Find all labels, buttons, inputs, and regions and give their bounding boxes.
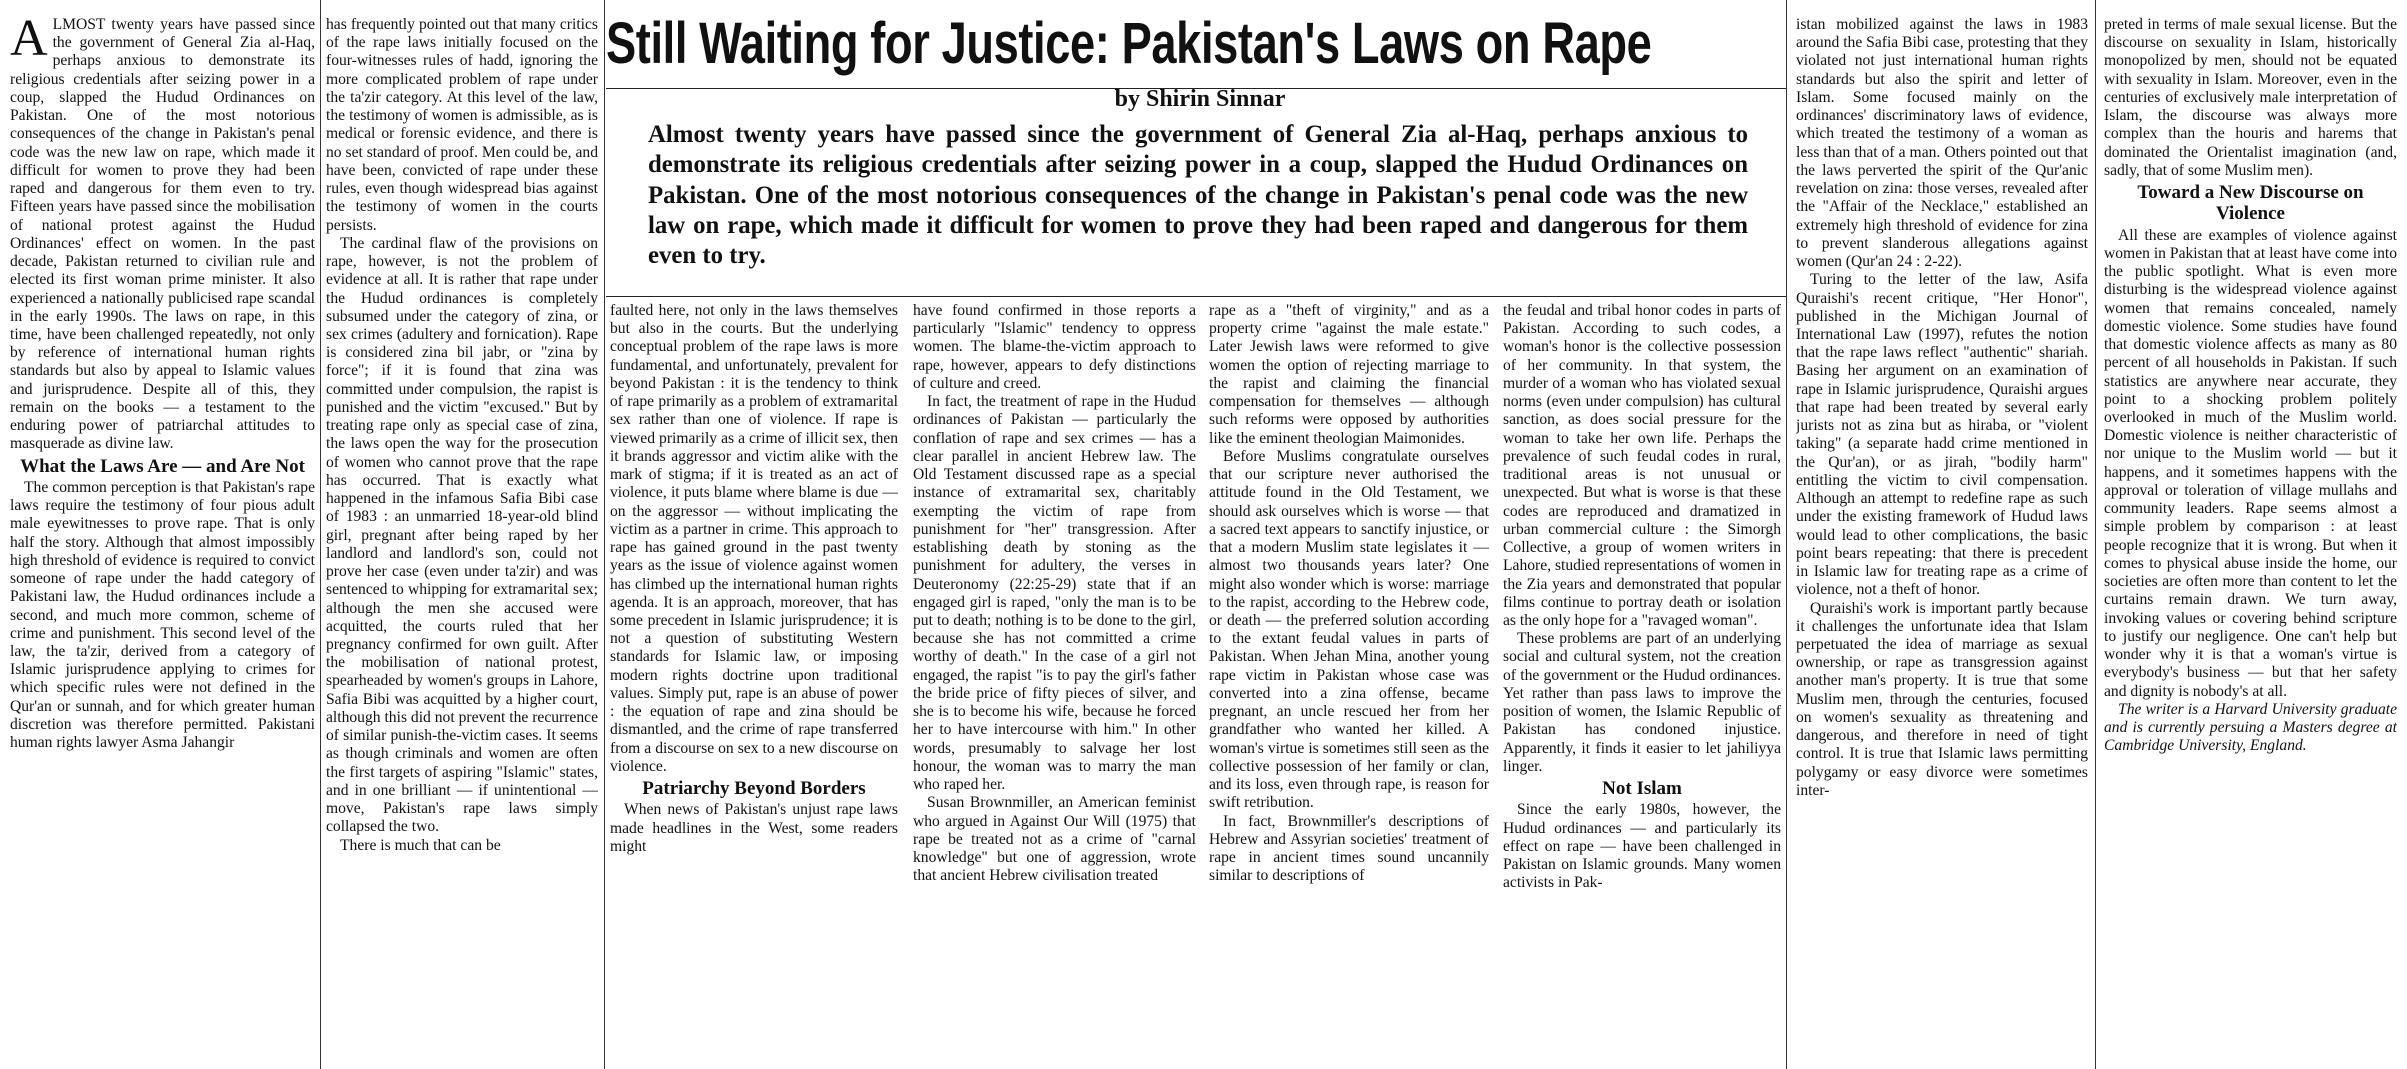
deck-text: Almost twenty years have passed since the government of General Zia al-Haq, perhaps anxious to demonstrate its religious credentials after seizing power in a coup, slapped the Hudud Ordinances on Pakistan. One of the most notorious consequences of the change in Pakistan's penal code was the new law on rape, which made it difficult for women to prove they had been raped and dangerous for them even to try. (648, 121, 1748, 269)
paragraph: Since the early 1980s, however, the Hudud ordinances — and particularly its effect on rape — have been challenged in Pakistan on Islamic grounds. Many women activists in Pak- (1503, 801, 1781, 892)
paragraph: These problems are part of an underlying social and cultural system, not the creation of the government or the Hudud ordinances. Yet rather than pass laws to improve the position of women, the Islamic Republic of Pakistan has condoned injustice. Apparently, it finds it easier to let jahiliyya linger. (1503, 630, 1781, 775)
paragraph: Turing to the letter of the law, Asifa Quraishi's recent critique, "Her Honor", published in the Michigan Journal of International Law (1997), refutes the notion that the rape laws reflect "authentic" shariah. Basing her argument on an examination of rape in Islamic jurisprudence, Quraishi argues that rape had been treated by several early jurists not as zina but as hiraba, or "violent taking" (a separate hadd crime mentioned in the Qur'an), or as jirah, "bodily harm" entitling the victim to civil compensation. Although an attempt to redefine rape as such under the existing framework of Hudud laws would lead to other complications, the basic point bears repeating: that there is precedent in Islamic law for treating rape as a crime of violence, not a theft of honor. (1796, 271, 2088, 599)
paragraph: In fact, the treatment of rape in the Hudud ordinances of Pakistan — particularly the conflation of rape and sex crimes — has a clear parallel in ancient Hebrew law. The Old Testament discussed rape as a special instance of extramarital sex, charitably exempting the victim of rape from punishment for "her" transgression. After establishing death by stoning as the punishment for adultery, the verses in Deuteronomy (22:25-29) state that if an engaged girl is raped, "only the man is to be put to death; nothing is to be done to the girl, because she has not committed a crime worthy of death." In the case of a girl not engaged, the rapist "is to pay the girl's father the bride price of fifty pieces of silver, and she is to become his wife, because he forced her to have intercourse with him." In other words, presumably to salvage her lost honour, the woman was to marry the man who raped her. (913, 393, 1196, 794)
column-4 (913, 302, 1196, 1067)
column-3 (610, 302, 898, 1067)
author-note: The writer is a Harvard University graduate and is currently persuing a Masters degree at Cambridge University, England. (2104, 700, 2397, 755)
paragraph: When news of Pakistan's unjust rape laws made headlines in the West, some readers might (610, 801, 898, 855)
paragraph: All these are examples of violence against women in Pakistan that at least have come into the public spotlight. What is even more disturbing is the widespread violence against women that remains concealed, namely domestic violence. Some studies have found that domestic violence affects as many as 80 percent of all households in Pakistan. If such statistics are anywhere near accurate, they point to a shocking problem politely overlooked in much of the Muslim world. Domestic violence is neither characteristic of nor unique to the Muslim world — but it happens, and it sometimes happens with the approval or toleration of village mullahs and community leaders. Rape seems almost a simple problem by comparison : at least people recognize that it is wrong. But when it comes to physical abuse inside the home, our societies are often more than content to let the curtains remain drawn. We turn away, invoking values or covering behind scripture to justify our negligence. One can't help but wonder why it is that a woman's virtue is everybody's business — but that her safety and dignity is nobody's at all. (2104, 226, 2397, 700)
paragraph: rape as a "theft of virginity," and as a property crime "against the male estate." Later Jewish laws were reformed to give women the option of rejecting marriage to the rapist and claiming the financial compensation for themselves — although such reforms were opposed by authorities like the eminent theologian Maimonides. (1209, 302, 1489, 447)
paragraph: There is much that can be (340, 836, 501, 854)
paragraph: In fact, Brownmiller's descriptions of Hebrew and Assyrian societies' treatment of rape in ancient times sound uncannily similar to descriptions of (1209, 812, 1489, 885)
paragraph: the feudal and tribal honor codes in parts of Pakistan. According to such codes, a woman's honor is the collective possession of her community. In that system, the murder of a woman who has violated sexual norms (even under compulsion) has cultural sanction, as does social pressure for the woman to take her own life. Perhaps the prevalence of such feudal codes in rural, traditional areas is not unusual or unexpected. But what is worse is that these codes are reproduced and dramatized in urban commercial culture : the Simorgh Collective, a group of women writers in Lahore, studied representations of women in the Zia years and demonstrated that popular films continue to portray death or isolation as the only hope for a "ravaged woman". (1503, 302, 1781, 629)
deck (648, 120, 1748, 271)
paragraph: has frequently pointed out that many critics of the rape laws initially focused on the four-witnesses rules of hadd, ignoring the more complicated problem of rape under the ta'zir category. At this level of the law, the testimony of women is admissible, as is medical or forensic evidence, and there is no set standard of proof. Men could be, and have been, convicted of rape under these rules, even though widespread bias against the testimony of women in the courts persists. (326, 16, 598, 234)
subhead-laws-are: What the Laws Are — and Are Not (20, 455, 305, 477)
paragraph: The cardinal flaw of the provisions on rape, however, is not the problem of evidence at all. It is rather that rape under the Hudud ordinances is completely subsumed under the category of zina, or sex crimes (adultery and fornication). Rape is considered zina bil jabr, or "zina by force"; if it is found that zina was committed under compulsion, the rapist is punished and the victim "excused." But by treating rape only as special case of zina, the laws open the way for the prosecution of women who cannot prove that the rape has occurred. That is exactly what happened in the infamous Safia Bibi case of 1983 : an unmarried 18-year-old blind girl, pregnant after being raped by her landlord and landlord's son, could not prove her case (even under ta'zir) and was sentenced to whipping for extramarital sex; although the men she accused were acquitted, the courts ruled that her pregnancy confirmed for own guilt. After the mobilisation of national protest, spearheaded by women's groups in Lahore, Safia Bibi was acquitted by a higher court, although this did not prevent the recurrence of similar punish-the-victim cases. It seems as though criminals and women are often the first targets of aspiring "Islamic" states, and in one brilliant — if unintentional — move, Pakistan's rape laws simply collapsed the two. (326, 234, 598, 836)
column-8 (2104, 16, 2397, 1066)
paragraph: Quraishi's work is important partly because it challenges the unfortunate idea that Islam perpetuated the idea of marriage as sexual ownership, or rape as transgression against another man's property. It is true that some Muslim men, through the centuries, focused on women's sexuality as threatening and dangerous, and therefore in need of tight control. It is true that Islamic laws permitting polygamy or easy divorce were sometimes inter- (1796, 599, 2088, 799)
headline: Still Waiting for Justice: Pakistan's Laws on Rape (606, 11, 1652, 76)
column-5 (1209, 302, 1489, 1067)
subhead-not-islam: Not Islam (1602, 778, 1682, 800)
paragraph: LMOST twenty years have passed since the government of General Zia al-Haq, perhaps anxious to demonstrate its religious credentials after seizing power in a coup, slapped the Hudud Ordinances on Pakistan. One of the most notorious consequences of the change in Pakistan's penal code was the new law on rape, which made it difficult for women to prove they had been raped and dangerous for them even to try. Fifteen years have passed since the mobilisation of national protest against the Hudud Ordinances' effect on women. In the past decade, Pakistan returned to civilian rule and elected its first woman prime minister. It also experienced a nationally publicised rape scandal in the early 1990s. The laws on rape, in this time, have been challenged repeatedly, not only by reference of international human rights standards but also by appeal to Islamic values and jurisprudence. Despite all of this, they remain on the books — a testament to the enduring power of patriarchal attitudes to masquerade as divine law. (10, 16, 315, 453)
drop-cap: A (10, 16, 48, 67)
column-2 (326, 16, 598, 1066)
byline: by Shirin Sinnar (1114, 86, 1286, 112)
subhead-patriarchy: Patriarchy Beyond Borders (642, 778, 866, 800)
column-7 (1796, 16, 2088, 1066)
paragraph: istan mobilized against the laws in 1983 around the Safia Bibi case, protesting that they violated not just international human rights standards but also the spirit and letter of Islam. Some focused mainly on the ordinances' discriminatory laws of evidence, which treated the testimony of a woman as less than that of a man. Others pointed out that the laws perverted the spirit of the Qur'anic revelation on zina: those verses, revealed after the "Affair of the Necklace," established an extremely high threshold of evidence for zina to prevent slanderous allegations against women (Qur'an 24 : 2-22). (1796, 16, 2088, 271)
column-rule (2095, 0, 2096, 1069)
paragraph: Before Muslims congratulate ourselves that our scripture never authorised the attitude found in the Old Testament, we should ask ourselves which is worse — that a sacred text appears to sanctify injustice, or that a modern Muslim state legislates it — almost two thousands years later? One might also wonder which is worse: marriage to the rapist, according to the Hebrew code, or death — the preferred solution according to the extant feudal values in parts of Pakistan. When Jehan Mina, another young rape victim in Pakistan whose case was converted into a zina offense, became pregnant, an uncle rescued her from her grandfather who wanted her killed. A woman's virtue is sometimes still seen as the collective possession of her family or clan, and its loss, even through rape, is reason for swift retribution. (1209, 447, 1489, 812)
paragraph: The common perception is that Pakistan's rape laws require the testimony of four pious adult male eyewitnesses to prove rape. That is only half the story. Although that almost impossibly high threshold of evidence is required to convict someone of rape under the hadd category of Pakistani law, the Hudud ordinances include a second, and much more common, scheme of crime and punishment. This second level of the law, the ta'zir, derived from a category of Islamic jurisprudence applying to crimes for which specific rules were not defined in the Qur'an or sunnah, and for which greater human discretion was therefore permitted. Pakistani human rights lawyer Asma Jahangir (10, 478, 315, 752)
column-rule (320, 0, 321, 1069)
column-6 (1503, 302, 1781, 1067)
column-rule (604, 0, 605, 1069)
column-rule (1786, 0, 1787, 1069)
deck-rule (606, 296, 1786, 297)
paragraph: have found confirmed in those reports a particularly "Islamic" tendency to oppress women. The blame-the-victim approach to rape, however, appears to defy distinctions of culture and creed. (913, 302, 1196, 392)
paragraph: faulted here, not only in the laws themselves but also in the courts. But the underlying conceptual problem of the rape laws is more fundamental, and unfortunately, prevalent for beyond Pakistan : it is the tendency to think of rape primarily as a problem of extramarital sex rather than one of violence. If rape is viewed primarily as a crime of illicit sex, then it brands aggressor and victim alike with the mark of stigma; if it is treated as an act of violence, it puts blame where blame is due — on the aggressor — without implicating the victim as a partner in crime. This approach to rape has gained ground in the past twenty years as the issue of violence against women has climbed up the international human rights agenda. It is an approach, moreover, that has some precedent in Islamic jurisprudence; it is not a question of substituting Western standards for Islamic law, or imposing modern rights doctrine upon traditional values. Simply put, rape is an abuse of power : the equation of rape and zina should be dismantled, and the crime of rape transferred from a discourse on sex to a new discourse on violence. (610, 302, 898, 775)
column-1 (10, 16, 315, 1066)
paragraph: Susan Brownmiller, an American feminist who argued in Against Our Will (1975) that rape be treated not as a crime of "carnal knowledge" but one of aggression, wrote that ancient Hebrew civilisation treated (913, 794, 1196, 885)
paragraph: preted in terms of male sexual license. But the discourse on sexuality in Islam, historically monopolized by men, should not be equated with sexuality in Islam. Moreover, even in the centuries of exclusively male interpretation of Islam, the discourse was always more complex than the houris and harems that dominated the Orientalist imagination (and, sadly, that of some Muslim men). (2104, 16, 2397, 179)
subhead-toward: Toward a New Discourse on Violence (2137, 182, 2364, 225)
